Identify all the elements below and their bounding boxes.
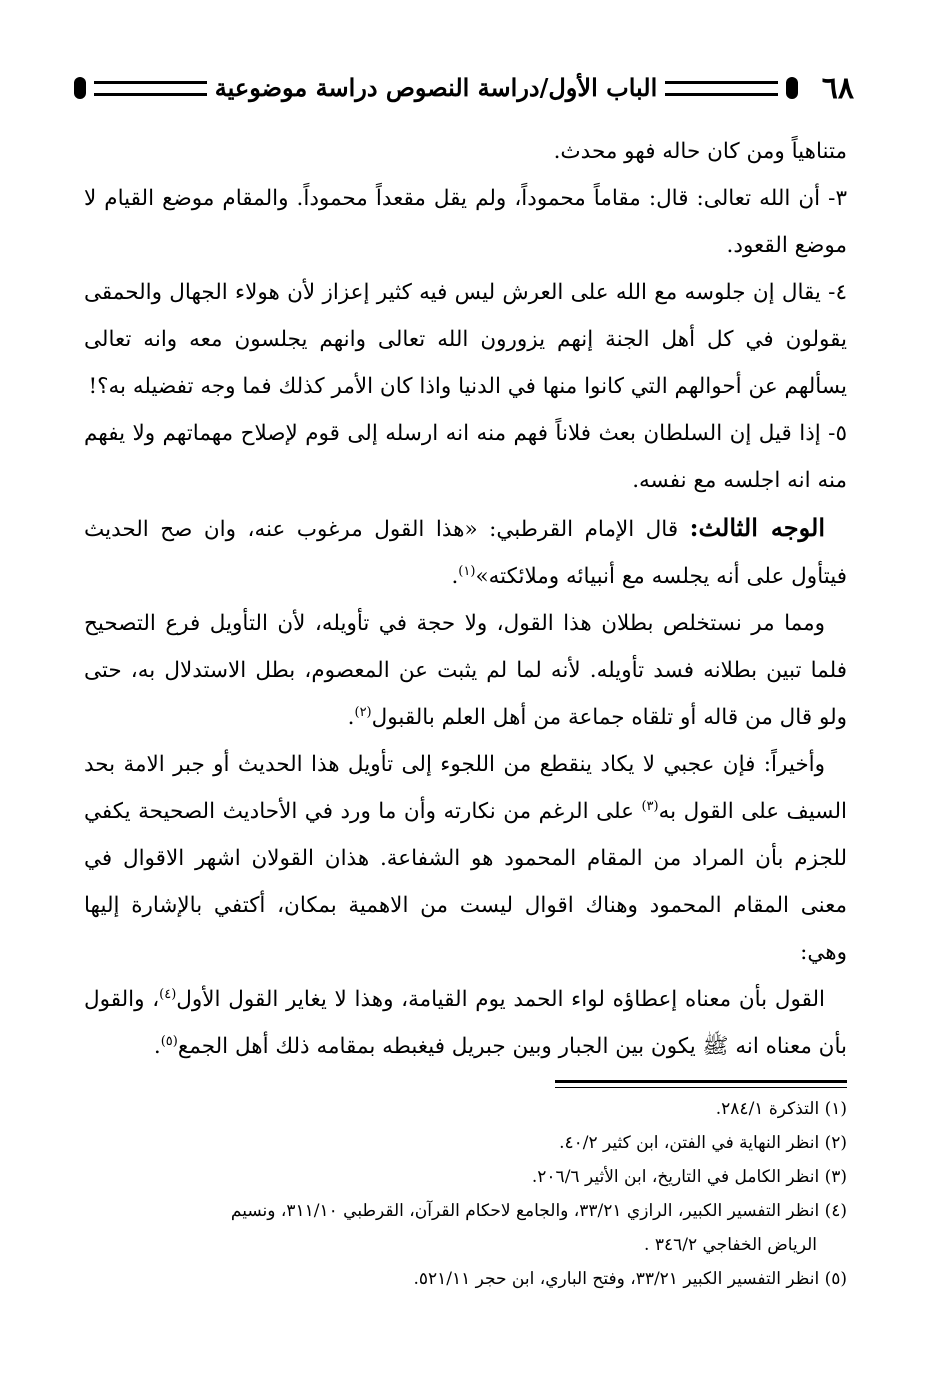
paragraph-invalidation — [84, 600, 847, 741]
footnote-ref-3[interactable]: (٣) — [641, 798, 659, 814]
paragraph-third-aspect — [84, 504, 847, 600]
body-text — [84, 128, 847, 1070]
ornament-rule-right — [665, 81, 778, 96]
footnote-4-continued: الرياض الخفاجي ٣٤٦/٢ . — [644, 1235, 817, 1255]
paragraph-point-3: ٣- أن الله تعالى: قال: مقاماً محموداً، ولم يقل مقعداً محموداً. والمقام موضع القيام لا موضع القعود. — [84, 186, 847, 258]
invalidation-text: ومما مر نستخلص بطلان هذا القول، ولا حجة في تأويله، لأن التأويل فرع التصحيح فلما تبين بطلانه فسد تأويله. لأنه لما لم يثبت عن المعصوم، بطل الاستدلال به، حتى ولو قال من قاله أو تلقاه جماعة من أهل العلم بالقبول — [84, 611, 847, 730]
paragraph-other-sayings — [84, 976, 847, 1070]
header-title-group — [74, 70, 798, 106]
third-aspect-text: قال الإمام القرطبي: «هذا القول مرغوب عنه، وان صح الحديث فيتأول على أنه يجلسه مع أنبيائه وملائكته» — [84, 517, 847, 589]
other-sayings-end: . — [153, 1034, 161, 1059]
paragraph-1: متناهياً ومن كان حاله فهو محدث. — [553, 139, 847, 164]
footnote-5: (٥) انظر التفسير الكبير ٣٣/٢١، وفتح الباري، ابن حجر ٥٢١/١١. — [413, 1269, 847, 1289]
ornament-rule-left — [94, 81, 207, 96]
footnote-ref-1[interactable]: (١) — [458, 563, 476, 579]
chapter-title: الباب الأول/دراسة النصوص دراسة موضوعية — [214, 73, 658, 102]
finally-text-a: وأخيراً: فإن عجبي لا يكاد ينقطع من اللجوء إلى تأويل هذا الحديث أو جبر الامة بحد السيف على القول به — [84, 752, 847, 824]
paragraph-point-4: ٤- يقال إن جلوسه مع الله على العرش ليس فيه كثير إعزاز لأن هولاء الجهال والحمقى يقولون في كل أهل الجنة إنهم يزورون الله تعالى وانهم يجلسون معه وانه تعالى يسألهم عن أحوالهم التي كانوا منها في الدنيا واذا كان الأمر كذلك فما وجه تفضيله به؟! — [84, 280, 847, 399]
footnote-4: (٤) انظر التفسير الكبير، الرازي ٣٣/٢١، والجامع لاحكام القرآن، القرطبي ٣١١/١٠، ونسيم — [230, 1201, 847, 1221]
footnote-ref-4[interactable]: (٤) — [159, 986, 177, 1002]
footnote-2: (٢) انظر النهاية في الفتن، ابن كثير ٤٠/٢. — [559, 1133, 847, 1153]
footnote-ref-2[interactable]: (٢) — [354, 704, 372, 720]
footnotes — [84, 1092, 847, 1296]
third-aspect-end: . — [451, 564, 459, 589]
running-header — [74, 66, 854, 114]
paragraph-point-5: ٥- إذا قيل إن السلطان بعث فلاناً فهم منه انه ارسله إلى قوم لإصلاح مهماتهم ولا يفهم منه انه اجلسه مع نفسه. — [84, 421, 847, 493]
finally-text-b: على الرغم من نكارته وأن ما ورد في الأحاديث الصحيحة يكفي للجزم بأن المراد من المقام المحمود هو الشفاعة. هذان القولان اشهر الاقوال في معنى المقام المحمود وهناك اقوال ليست من الاهمية بمكان، أكتفي بالإشارة إليها وهي: — [84, 799, 847, 965]
footnote-ref-5[interactable]: (٥) — [160, 1033, 178, 1049]
invalidation-end: . — [347, 705, 355, 730]
footnote-3: (٣) انظر الكامل في التاريخ، ابن الأثير ٢٠٦/٦. — [531, 1167, 847, 1187]
footnote-separator — [555, 1080, 847, 1088]
page-number: ٦٨ — [821, 71, 854, 106]
section-heading: الوجه الثالث: — [689, 513, 825, 542]
other-sayings-text-a: القول بأن معناه إعطاؤه لواء الحمد يوم القيامة، وهذا لا يغاير القول الأول — [176, 987, 825, 1012]
footnote-1: (١) التذكرة ٢٨٤/١. — [715, 1099, 847, 1119]
ornament-left-end — [74, 77, 86, 99]
other-sayings-text-b: ، والقول بأن معناه انه ﷺ يكون بين الجبار وبين جبريل فيغبطه بمقامه ذلك أهل الجمع — [84, 987, 847, 1059]
paragraph-finally — [84, 741, 847, 976]
ornament-right-end — [786, 77, 798, 99]
